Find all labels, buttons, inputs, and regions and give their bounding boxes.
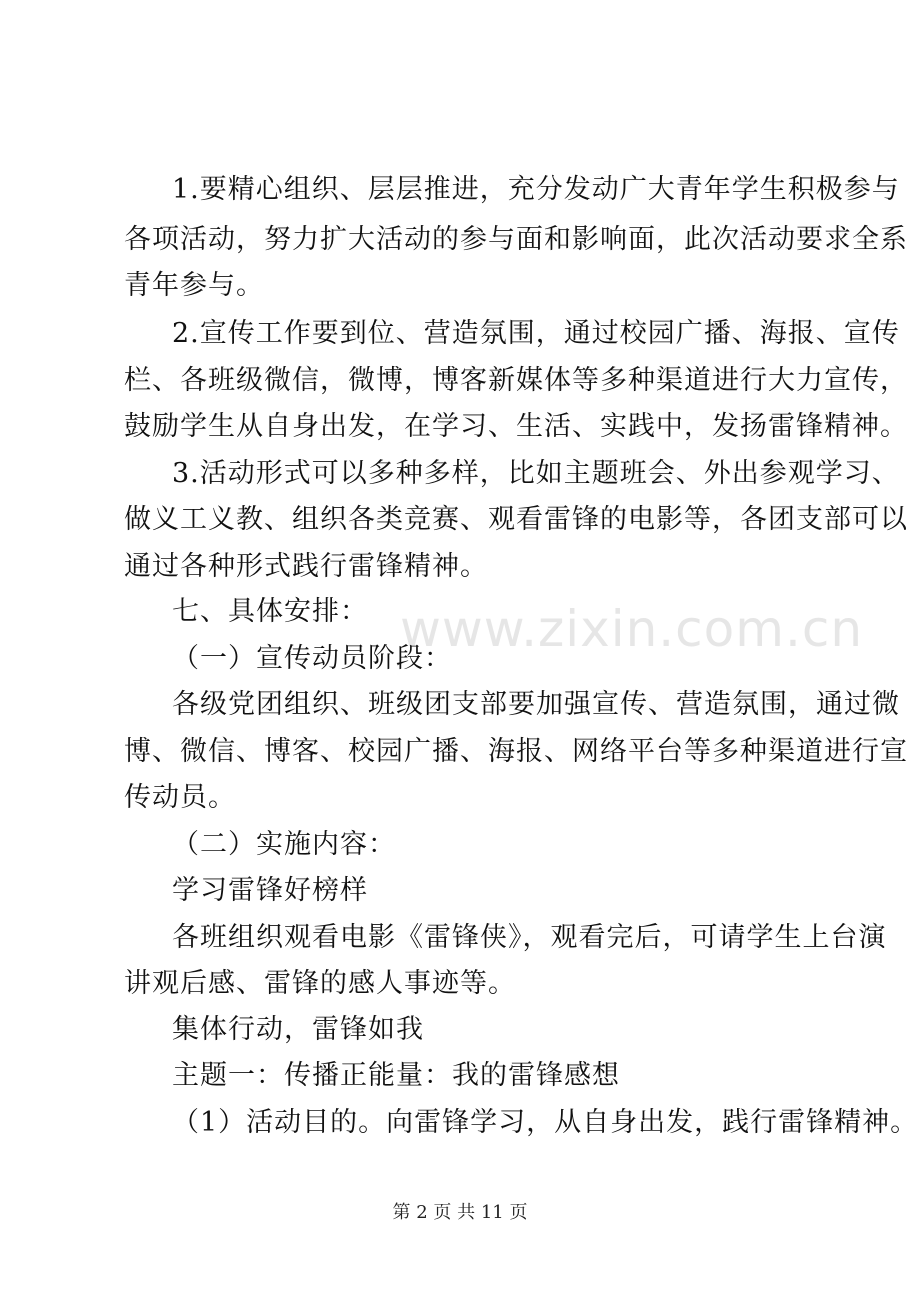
text-line-6: 鼓励学生从自身出发，在学习、生活、实践中，发扬雷锋精神。: [124, 411, 908, 442]
text-line-17: 各班组织观看电影《雷锋侠》，观看完后，可请学生上台演: [172, 922, 887, 953]
text-line-16: 学习雷锋好榜样: [172, 875, 368, 906]
watermark: www.zixin.com.cn: [400, 600, 864, 658]
text-line-3: 青年参与。: [124, 270, 264, 301]
text-line-9: 通过各种形式践行雷锋精神。: [124, 551, 488, 582]
text-line-12: 各级党团组织、班级团支部要加强宣传、营造氛围，通过微: [172, 689, 900, 720]
text-line-8: 做义工义教、组织各类竞赛、观看雷锋的电影等，各团支部可以: [124, 504, 908, 535]
section-heading: 七、具体安排：: [172, 596, 368, 627]
text-line-2: 各项活动，努力扩大活动的参与面和影响面，此次活动要求全系: [124, 224, 908, 255]
subsection-heading-2: （二）实施内容：: [172, 829, 396, 860]
text-line-18: 讲观后感、雷锋的感人事迹等。: [124, 968, 516, 999]
text-line-21: （1）活动目的。向雷锋学习，从自身出发，践行雷锋精神。: [172, 1107, 919, 1138]
text-line-13: 博、微信、博客、校园广播、海报、网络平台等多种渠道进行宣: [124, 736, 908, 767]
text-line-4: 2.宣传工作要到位、营造氛围，通过校园广播、海报、宣传: [172, 318, 900, 349]
text-line-7: 3.活动形式可以多种多样，比如主题班会、外出参观学习、: [172, 458, 900, 489]
text-line-19: 集体行动，雷锋如我: [172, 1014, 424, 1045]
text-line-14: 传动员。: [124, 782, 236, 813]
text-line-5: 栏、各班级微信，微博，博客新媒体等多种渠道进行大力宣传，: [124, 365, 908, 396]
subsection-heading-1: （一）宣传动员阶段：: [172, 643, 452, 674]
text-line-20: 主题一：传播正能量：我的雷锋感想: [172, 1060, 620, 1091]
text-line-1: 1.要精心组织、层层推进，充分发动广大青年学生积极参与: [172, 174, 900, 205]
page-footer: 第 2 页 共 11 页: [392, 1202, 528, 1223]
